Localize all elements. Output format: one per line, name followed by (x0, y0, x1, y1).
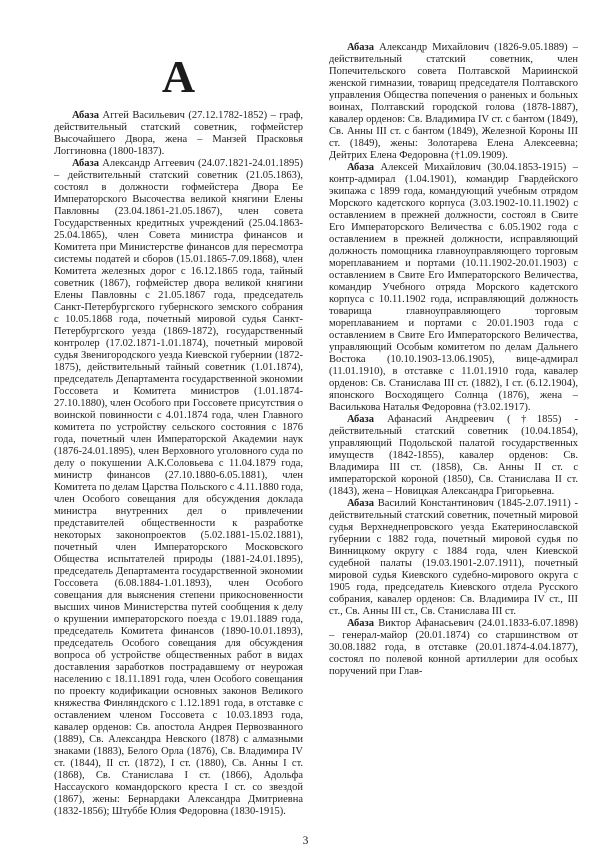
dictionary-entry (54, 110, 303, 158)
entry-text: Василий Константинович (1845-2.07.1911) - действительный статский советник, почетный мировой судья Верхнеднепровского уезда Екатеринославской губернии с 1882 года, почетный мировой судья по Винницкому округу с 1884 года, член Киевской судебной палаты (19.03.1901-2.07.1911), почетный мировой судья Киевского судебно-мирового округа с 1905 года, председатель Киевского отдела Русского собрания, кавалер орденов: Св. Владимира IV ст., III ст., Св. Анны III ст., Св. Станислава III ст. (329, 498, 578, 617)
dictionary-entry (329, 498, 578, 618)
dictionary-entry (329, 414, 578, 498)
entry-surname: Абаза (72, 158, 100, 169)
entry-text: Алексей Михайлович (30.04.1853-1915) – контр-адмирал (1.04.1901), командир Гвардейского экипажа с 1899 года, командующий учебным отрядом Морского кадетского корпуса (3.03.1902-10.11.1902) с оставлением в прежней должности, состоял в Свите Его Императорского Величества с 6.05.1902 года с оставлением в прежней должности, исправляющий должность помощника главноуправляющего торговым мореплаванием и портами (10.11.1902-20.01.1903) с оставлением в Свите Его Императорского Величества, командир Учебного отряда Морского кадетского корпуса с 10.11.1902 года, исправляющий должность товарища главноуправляющего торговым мореплаванием и портами с 20.01.1903 года с оставлением в Свите Его Императорского Величества, управляющий Особым комитетом по делам Дальнего Востока (10.10.1903-13.06.1905), вице-адмирал (11.01.1910), в отставке с 11.01.1910 года, кавалер орденов: Св. Станислава III ст. (1882), I ст. (6.12.1904), японского Восходящего Солнца (1876), жена – Василькова Наталья Федоровна (†3.02.1917). (329, 162, 578, 413)
entry-surname: Абаза (72, 110, 100, 121)
entry-text: Афанасий Андреевич (†1855) - действительный статский советник (10.04.1854), управляющий Подольской палатой государственных имуществ (1842-1855), кавалер орденов: Св. Владимира III ст. (1858), Св. Анны II ст. с императорской короной (1850), Св. Станислава II ст. (1843), жена – Новицкая Александра Григорьевна. (329, 414, 578, 497)
entry-surname: Абаза (347, 42, 375, 53)
entry-text: Аггей Васильевич (27.12.1782-1852) – граф, действительный статский советник, гофмейстер Высочайшего Двора, жена – Манзей Прасковья Логгиновна (1800-1837). (54, 110, 303, 157)
two-column-text-body (54, 42, 578, 824)
page-footer (0, 835, 611, 847)
dictionary-entry (329, 42, 578, 162)
entry-surname: Абаза (347, 498, 375, 509)
page-number: 3 (302, 835, 309, 847)
entry-text: Александр Аггеевич (24.07.1821-24.01.1895) – действительный статский советник (21.05.1863), состоял в должности гофмейстера Двора Ее Императорского Высочества великой княгини Елены Павловны (23.04.1861-21.05.1867), член совета Государственных кредитных учреждений (25.04.1863-25.04.1865), член Совета министра финансов и Комитета при Министерстве финансов для пересмотра системы податей и сборов (15.01.1865-7.09.1868), член Комитета железных дорог с 16.12.1865 года, тайный советник (1867), гофмейстер двора великой княгини Елены Павловны с 21.05.1867 года, председатель Санкт-Петербургского губернского земского собрания с 10.05.1868 года, почетный мировой судья Санкт-Петербургского уезда (1869-1872), государственный контролер (17.02.1871-1.01.1874), почетный мировой судья Звенигородского уезда Киевской губернии (1872-1875), действительный тайный советник (1.01.1874), председатель Департамента государственной экономии Госсовета и Комитета министров (1.01.1874-27.10.1880), член Особого при Госсовете присутствия о воинской повинности с 4.01.1874 года, член Главного комитета по устройству сельского состояния с 1876 года, почетный член Императорской Академии наук (1876-24.01.1895), член Верховного уголовного суда по делу о покушении А.К.Соловьева с 11.04.1879 года, министр финансов (27.10.1880-6.05.1881), член Комитета по делам Царства Польского с 4.11.1880 года, член Особого совещания для обсуждения доклада министра внутренних дел о привлечении представителей общественности к разработке некоторых законопроектов (5.02.1881-15.02.1881), почетный член Императорского Московского Общества испытателей природы (1881-24.01.1895), председатель Департамента государственной экономии Госсовета (6.08.1884-1.01.1893), член Особого совещания для выяснения степени прикосновенности высших чинов Министерства путей сообщения к делу о крушении императорского поезда с 19.01.1889 года, председатель Комитета финансов (1890-10.01.1893), председатель Особого совещания для обсуждения вопроса об устройстве общественных работ в видах доставления заработков пострадавшему от неурожая населению с 18.11.1891 года, член Особого совещания по проекту кодификации основных законов Великого княжества Финляндского с 1.12.1891 года, в отставке с оставлением членом Госсовета с 10.03.1893 года, кавалер орденов: Св. апостола Андрея Первозванного (1889), Св. Александра Невского (1878) с алмазными знаками (1883), Белого Орла (1876), Св. Владимира IV ст. (1844), II ст. (1872), I ст. (1880), Св. Анны I ст. (1868), Св. Станислава I ст. (1866), Адольфа Нассауского командорского креста I ст. со звездой (1867), жены: Бернардаки Александра Дмитриевна (1832-1856); Штуббе Юлия Федоровна (1830-1915). (54, 158, 303, 817)
dictionary-entry (329, 618, 578, 678)
dictionary-entry (329, 162, 578, 414)
dictionary-entry (54, 158, 303, 818)
entry-text: Виктор Афанасьевич (24.01.1833-6.07.1898) – генерал-майор (20.01.1874) со старшинством от 30.08.1882 года, в отставке (20.01.1874-4.04.1877), состоял по полевой конной артиллерии для особых поручений при Глав- (329, 618, 578, 677)
entry-surname: Абаза (347, 414, 375, 425)
entry-surname: Абаза (347, 162, 375, 173)
entry-text: Александр Михайлович (1826-9.05.1889) – действительный статский советник, член Попечительского совета Полтавской Мариинской женской гимназии, товарищ председателя Полтавского управления Общества попечения о раненых и больных воинах, Полтавский городской голова (1878-1887), кавалер орденов: Св. Владимира IV ст. с бантом (1849), Св. Анны III ст. с бантом (1849), Железной Короны III ст. (1849), жены: Золотарева Елена Алексеевна; Дейтрих Елена Федоровна (†1.09.1909). (329, 42, 578, 161)
section-letter-heading: А (161, 51, 196, 102)
entry-surname: Абаза (347, 618, 375, 629)
